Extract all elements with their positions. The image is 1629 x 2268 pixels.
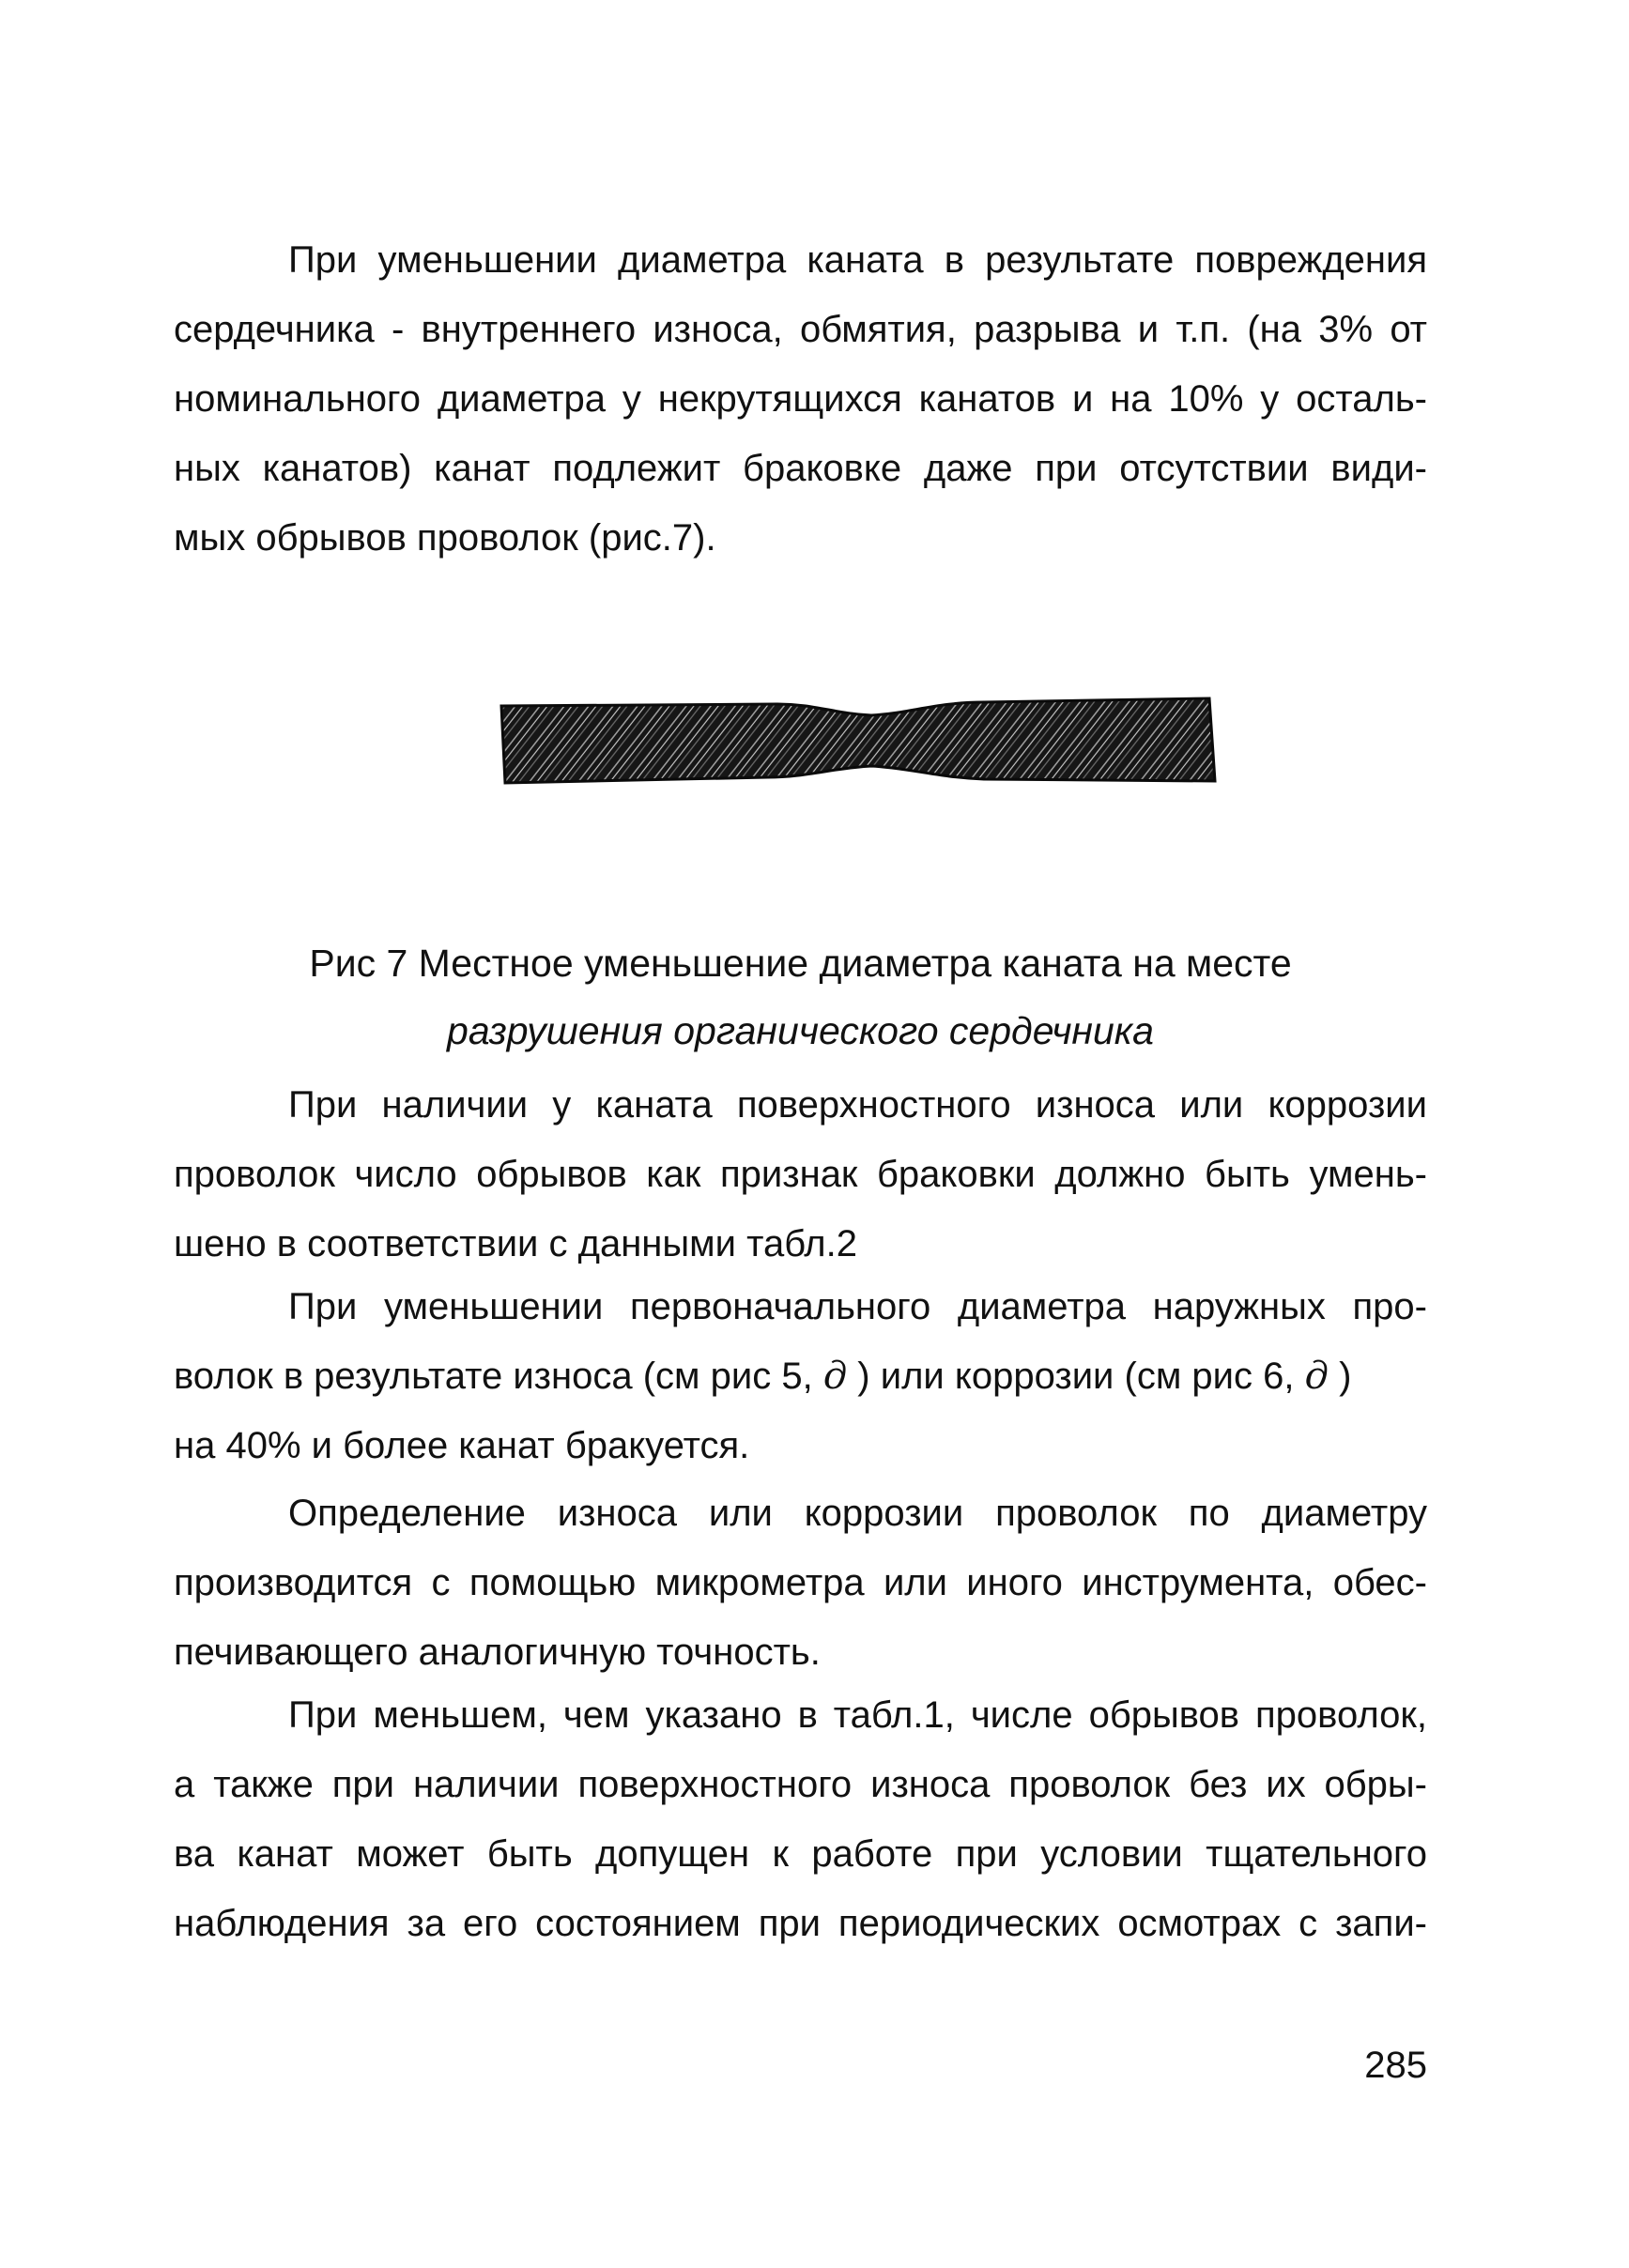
paragraph-5-line-2: а также при наличии поверхностного износа проволок без их обры- [174,1764,1427,1805]
figure-caption [174,929,1427,1065]
paragraph-4-line-2: производится с помощью микрометра или иного инструмента, обес- [174,1562,1427,1603]
rope-figure-image [496,693,1221,789]
paragraph-3-line-2-part-a: волок в результате износа (см рис 5, [174,1356,823,1397]
subfigure-d-symbol: д [1304,1355,1329,1398]
paragraph-1-line-3: номинального диаметра у некрутящихся канатов и на 10% у осталь- [174,378,1427,420]
paragraph-1-line-4: ных канатов) канат подлежит браковке даже при отсутствии види- [174,448,1427,489]
paragraph-3-line-1: При уменьшении первоначального диаметра наружных про- [288,1286,1427,1327]
paragraph-5 [174,1680,1427,1958]
paragraph-3-line-2-part-c: ) [1328,1356,1352,1397]
paragraph-5-line-4: наблюдения за его состоянием при периодических осмотрах с запи- [174,1903,1427,1944]
paragraph-3-line-2 [174,1341,1427,1411]
page-number: 285 [1364,2045,1427,2086]
paragraph-5-line-3: ва канат может быть допущен к работе при условии тщательного [174,1833,1427,1875]
paragraph-1-line-1: При уменьшении диаметра каната в результате повреждения [288,239,1427,281]
paragraph-1 [174,225,1427,573]
paragraph-1-line-5: мых обрывов проволок (рис.7). [174,517,716,559]
paragraph-3-line-3: на 40% и более канат бракуется. [174,1425,750,1466]
paragraph-2-line-3: шено в соответствии с данными табл.2 [174,1223,858,1264]
paragraph-4-line-3: печивающего аналогичную точность. [174,1632,821,1673]
paragraph-4-line-1: Определение износа или коррозии проволок по диаметру [288,1493,1427,1534]
paragraph-3-line-2-part-b: ) или коррозии (см рис 6, [847,1356,1305,1397]
paragraph-2-line-2: проволок число обрывов как признак браковки должно быть умень- [174,1154,1427,1195]
figure-caption-line-1: Рис 7 Местное уменьшение диаметра каната на месте [309,942,1292,985]
paragraph-5-line-1: При меньшем, чем указано в табл.1, числе обрывов проволок, [288,1694,1427,1736]
paragraph-3 [174,1272,1427,1480]
paragraph-4 [174,1479,1427,1687]
paragraph-1-line-2: сердечника - внутреннего износа, обмятия, разрыва и т.п. (на 3% от [174,309,1427,350]
paragraph-2 [174,1070,1427,1279]
subfigure-d-symbol: д [822,1355,848,1398]
figure-caption-line-2: разрушения органического сердечника [447,1009,1154,1052]
paragraph-2-line-1: При наличии у каната поверхностного износа или коррозии [288,1084,1427,1126]
